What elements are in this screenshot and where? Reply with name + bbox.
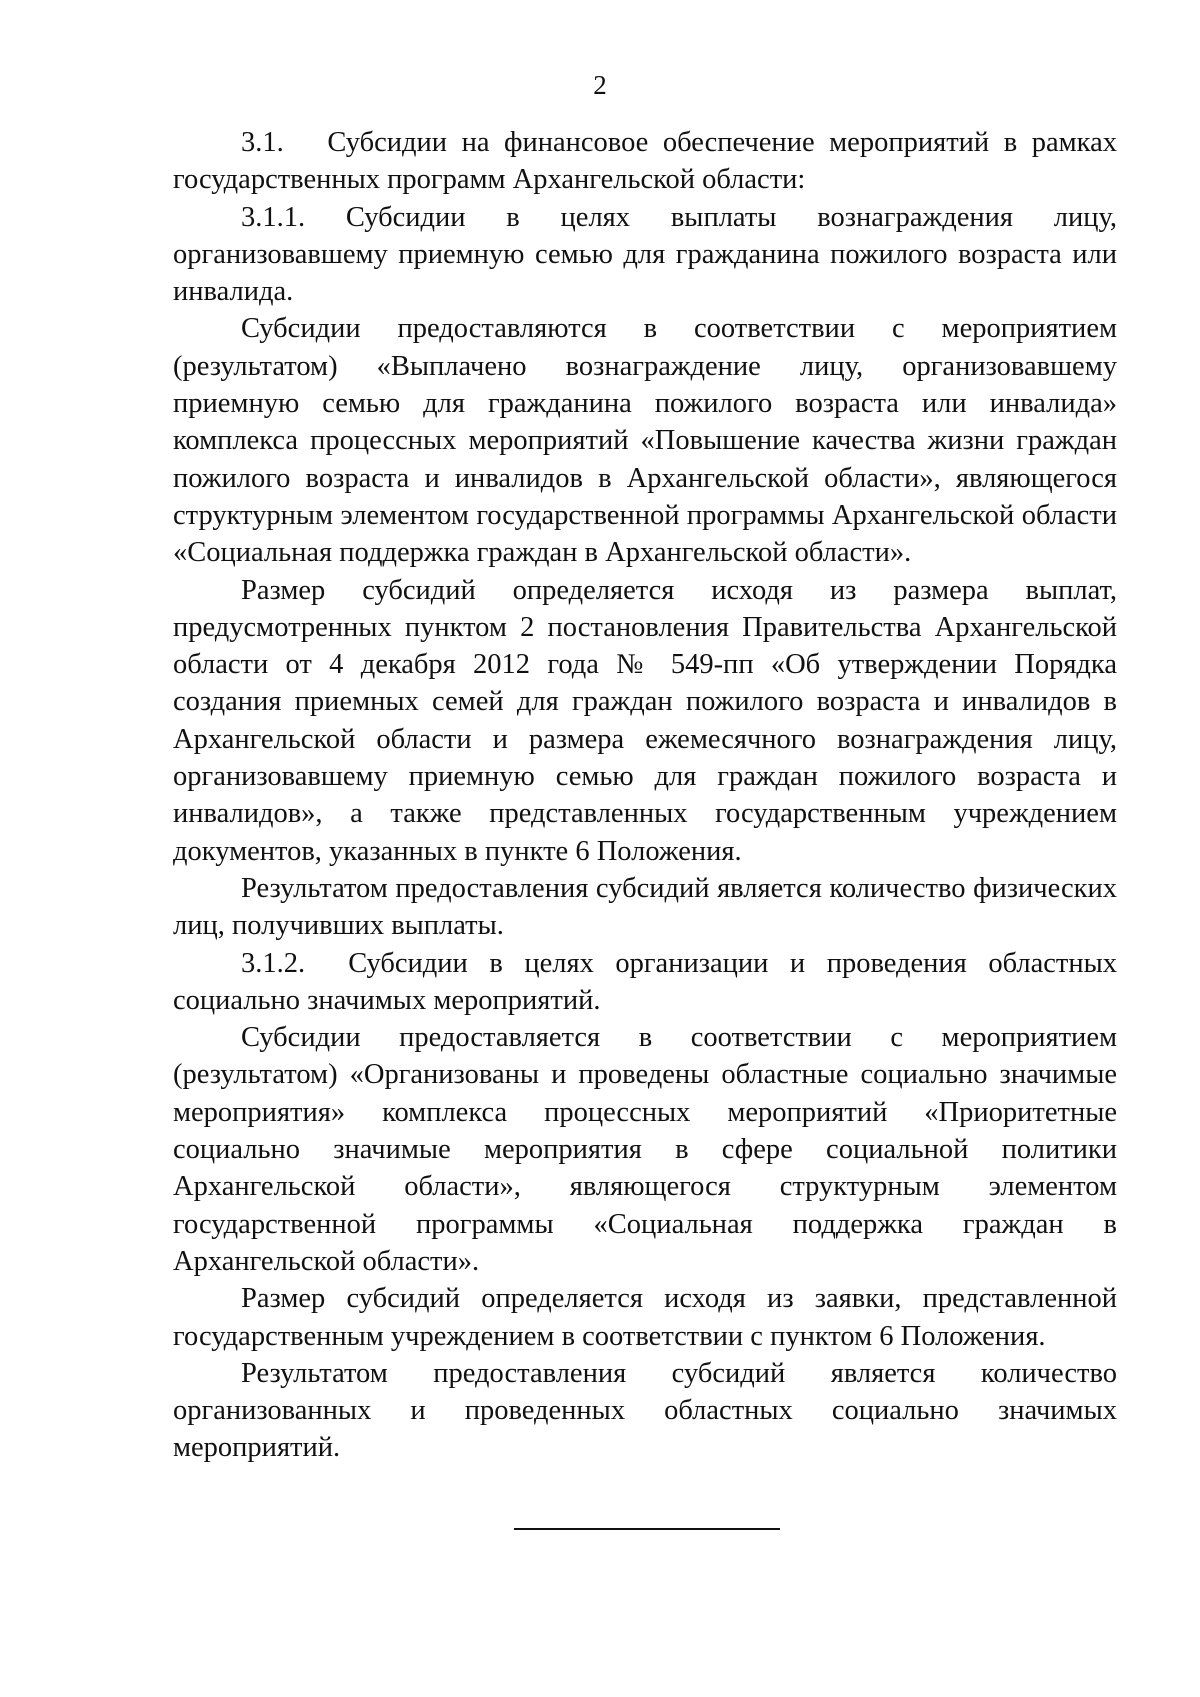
paragraph-3-1-2: 3.1.2. Субсидии в целях организации и проведения областных социально значимых мероприятий. xyxy=(173,947,1117,1016)
document-body xyxy=(173,124,1117,1467)
paragraph-subsidy-provision-1: Субсидии предоставляются в соответствии с мероприятием (результатом) «Выплачено вознаграждение лицу, организовавшему приемную семью для гражданина пожилого возраста или инвалида» комплекса процессных мероприятий «Повышение качества жизни граждан пожилого возраста и инвалидов в Архангельской области», являющегося структурным элементом государственной программы Архангельской области «Социальная поддержка граждан в Архангельской области». xyxy=(173,313,1117,569)
paragraph-subsidy-amount-2: Размер субсидий определяется исходя из заявки, представленной государственным учреждением в соответствии с пунктом 6 Положения. xyxy=(173,1283,1117,1352)
paragraph-subsidy-result-2: Результатом предоставления субсидий является количество организованных и проведенных областных социально значимых мероприятий. xyxy=(173,1357,1117,1464)
paragraph-subsidy-result-1: Результатом предоставления субсидий является количество физических лиц, получивших выплаты. xyxy=(173,872,1117,942)
paragraph-subsidy-amount-1: Размер субсидий определяется исходя из размера выплат, предусмотренных пунктом 2 постановления Правительства Архангельской области от 4 декабря 2012 года № 549-пп «Об утверждении Порядка создания приемных семей для граждан пожилого возраста и инвалидов в Архангельской области и размера ежемесячного вознаграждения лицу, организовавшему приемную семью для граждан пожилого возраста и инвалидов», а также представленных государственным учреждением документов, указанных в пункте 6 Положения. xyxy=(173,574,1117,867)
paragraph-3-1: 3.1. Субсидии на финансовое обеспечение мероприятий в рамках государственных программ Архангельской области: xyxy=(173,127,1117,196)
page-number: 2 xyxy=(593,70,607,100)
paragraph-3-1-1: 3.1.1. Субсидии в целях выплаты вознаграждения лицу, организовавшему приемную семью для гражданина пожилого возраста или инвалида. xyxy=(173,201,1117,308)
paragraph-subsidy-provision-2: Субсидии предоставляется в соответствии с мероприятием (результатом) «Организованы и проведены областные социально значимые мероприятия» комплекса процессных мероприятий «Приоритетные социально значимые мероприятия в сфере социальной политики Архангельской области», являющегося структурным элементом государственной программы «Социальная поддержка граждан в Архангельской области». xyxy=(173,1022,1117,1277)
end-of-document-rule xyxy=(514,1528,780,1530)
